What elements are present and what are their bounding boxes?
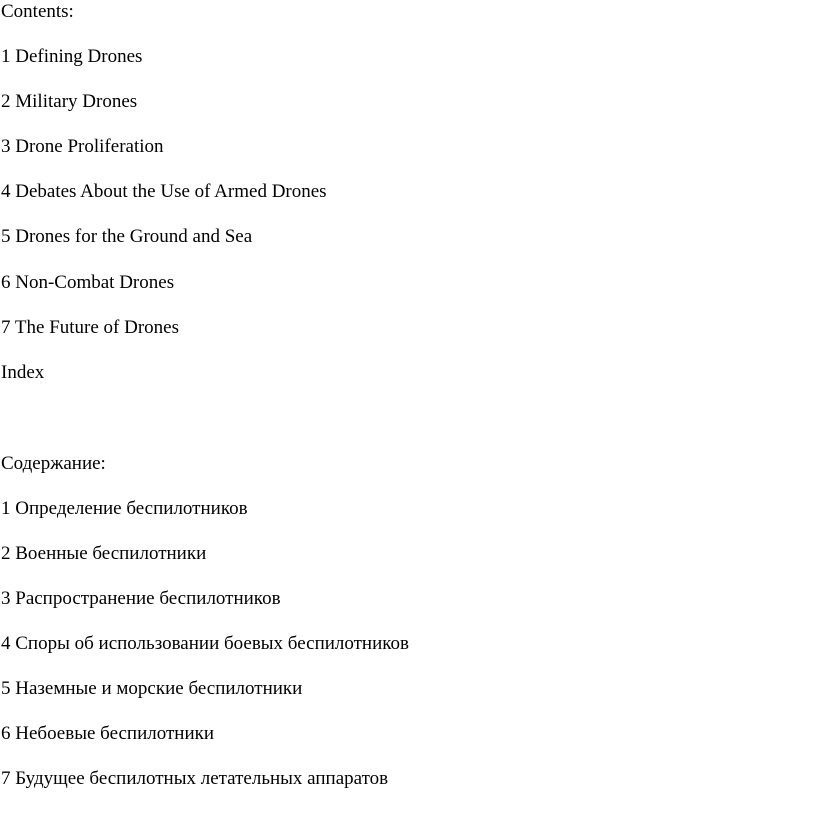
contents-heading: Contents: [1,1,74,22]
contents-item-index: Index [1,362,45,383]
contents-item-2: 2 Military Drones [1,91,138,112]
contents-item-6: 6 Non-Combat Drones [1,272,175,293]
contents-item-5: 5 Drones for the Ground and Sea [1,226,253,247]
contents-item-4: 4 Debates About the Use of Armed Drones [1,181,327,202]
russian-contents-item-5: 5 Наземные и морские беспилотники [1,678,303,699]
russian-contents-heading: Содержание: [1,453,106,474]
russian-contents-item-3: 3 Распространение беспилотников [1,588,281,609]
russian-contents-item-7: 7 Будущее беспилотных летательных аппаратов [1,768,389,789]
contents-item-1: 1 Defining Drones [1,46,143,67]
russian-contents-item-1: 1 Определение беспилотников [1,498,248,519]
russian-contents-item-4: 4 Споры об использовании боевых беспилотников [1,633,410,654]
contents-item-7: 7 The Future of Drones [1,317,180,338]
contents-item-3: 3 Drone Proliferation [1,136,164,157]
russian-contents-item-6: 6 Небоевые беспилотники [1,723,215,744]
russian-contents-item-2: 2 Военные беспилотники [1,543,207,564]
